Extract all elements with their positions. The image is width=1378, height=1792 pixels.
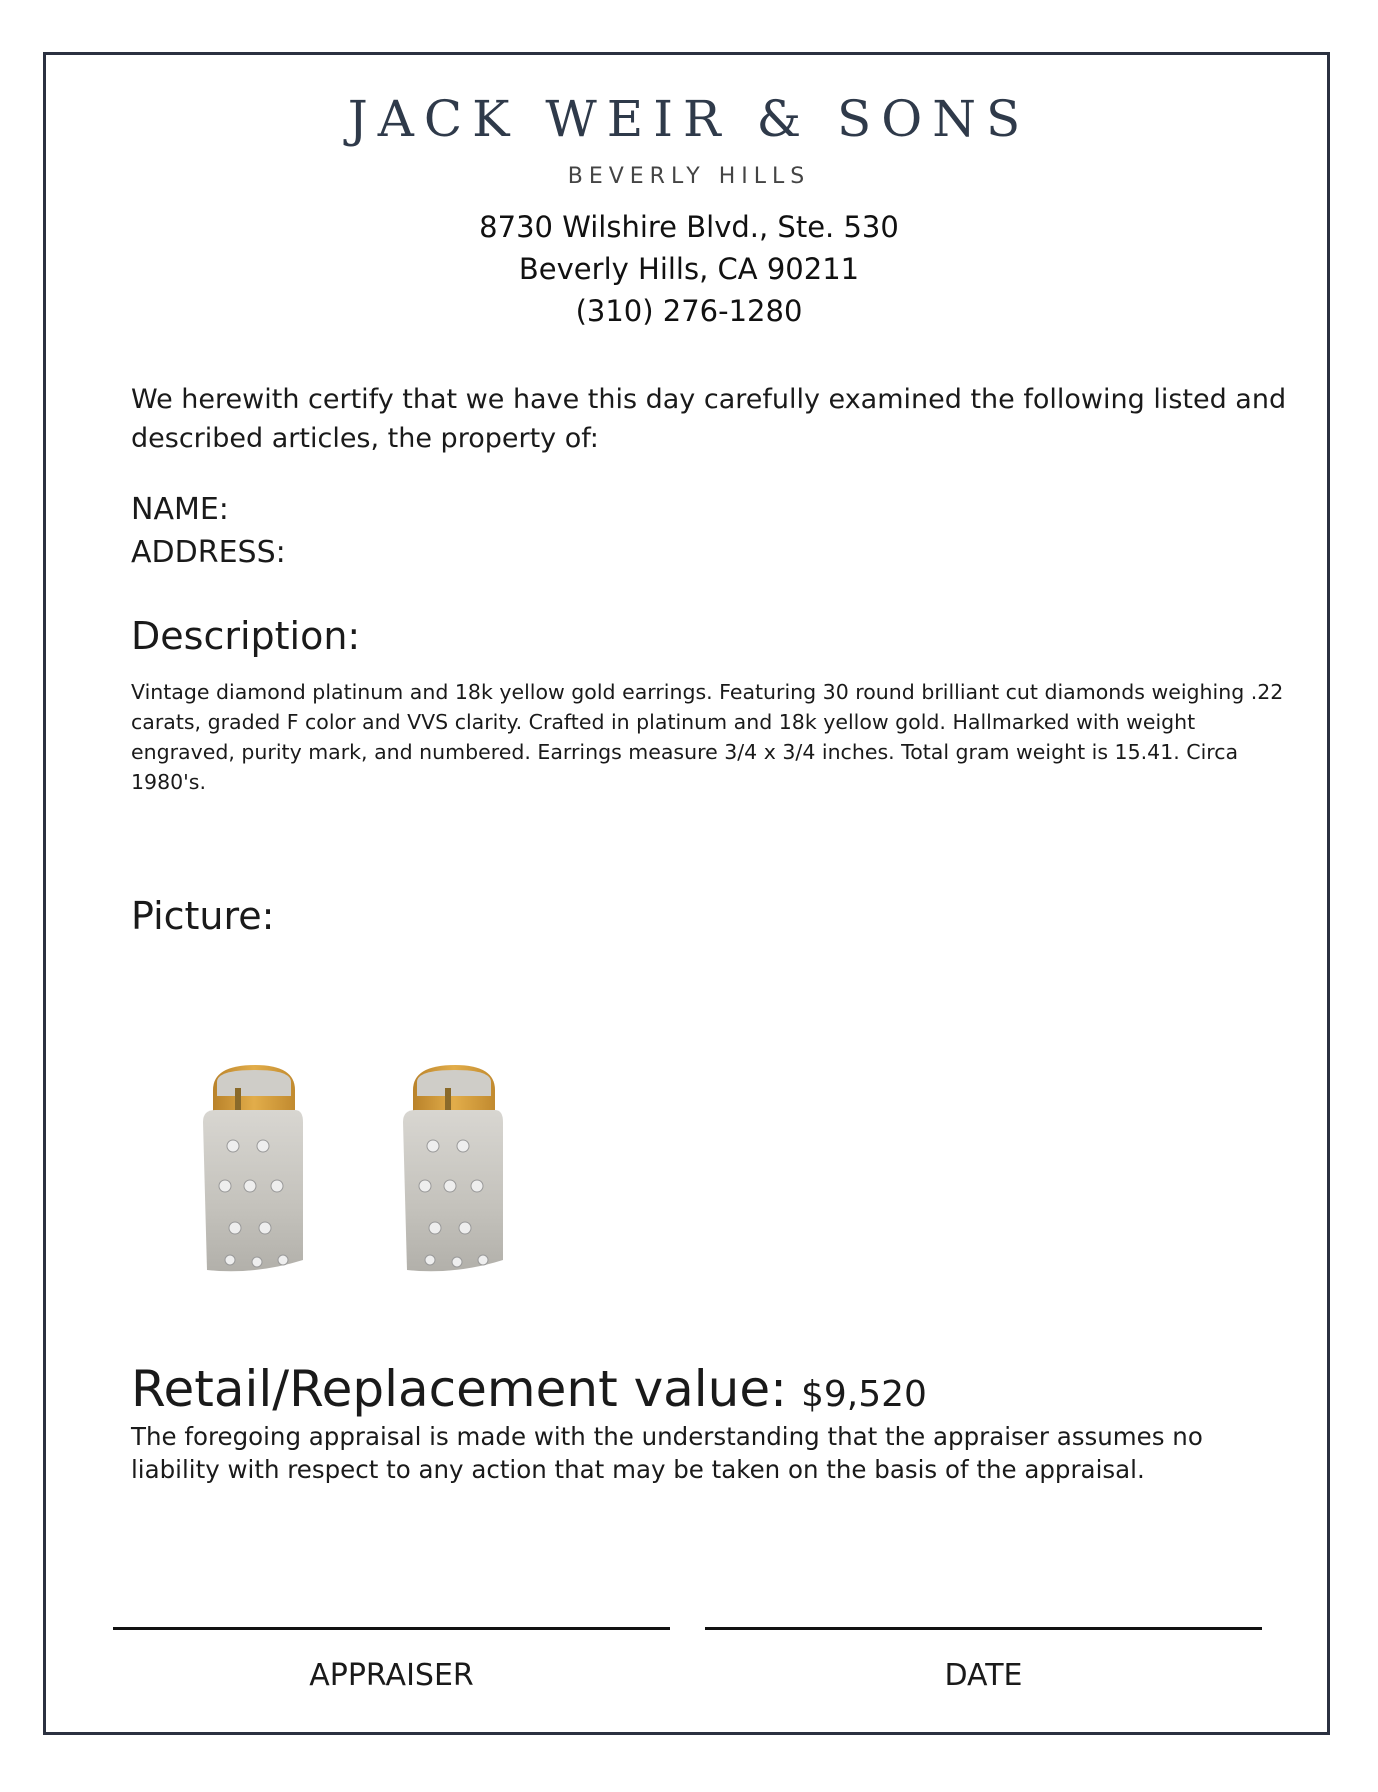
earrings-photo xyxy=(195,1060,540,1295)
certification-intro: We herewith certify that we have this day carefully examined the following listed and described articles, the property of: xyxy=(131,384,1287,454)
brand-name: JACK WEIR & SONS xyxy=(347,90,1031,148)
appraiser-signature-line xyxy=(113,1627,670,1630)
address-label: ADDRESS: xyxy=(131,535,286,570)
name-label: NAME: xyxy=(131,492,229,527)
valuation-amount: $9,520 xyxy=(800,1374,927,1415)
address-line-1: 8730 Wilshire Blvd., Ste. 530 xyxy=(479,210,899,244)
description-text: Vintage diamond platinum and 18k yellow gold earrings. Featuring 30 round brilliant cut diamonds weighing .22 carats, graded F color and VVS clarity. Crafted in platinum and 18k yellow gold. Hallmarked with weight engraved, purity mark, and numbered. Earrings measure 3/4 x 3/4 inches. Total gram weight is 15.41. Circa 1980's. xyxy=(131,680,1284,794)
valuation-label: Retail/Replacement value: xyxy=(131,1360,787,1418)
date-signature-line xyxy=(705,1627,1262,1630)
description-heading: Description: xyxy=(131,614,361,658)
address-line-2: Beverly Hills, CA 90211 xyxy=(518,252,860,286)
date-label: DATE xyxy=(944,1658,1023,1693)
disclaimer-text: The foregoing appraisal is made with the understanding that the appraiser assumes no liability with respect to any action that may be taken on the basis of the appraisal. xyxy=(131,1422,1203,1484)
right-earring xyxy=(403,1065,503,1271)
left-earring xyxy=(203,1065,303,1271)
picture-heading: Picture: xyxy=(131,894,275,938)
appraiser-label: APPRAISER xyxy=(309,1658,474,1693)
valuation-row xyxy=(131,1360,1291,1418)
brand-city: BEVERLY HILLS xyxy=(567,164,811,189)
phone-number: (310) 276-1280 xyxy=(575,294,803,328)
